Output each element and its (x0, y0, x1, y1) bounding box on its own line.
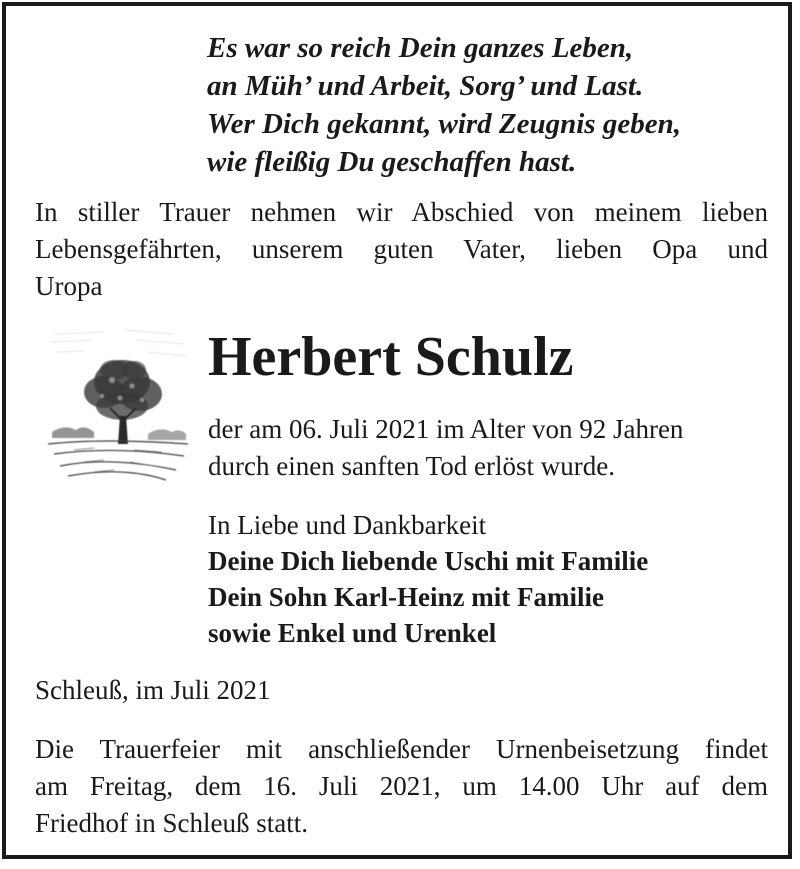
ceremony-line-1: Die Trauerfeier mit anschließender Urnenbeisetzung findet (35, 734, 768, 764)
poem-line-1: Es war so reich Dein ganzes Leben, (207, 32, 634, 64)
deceased-name: Herbert Schulz (208, 326, 574, 388)
mourners-intro: In Liebe und Dankbarkeit (208, 510, 487, 540)
poem-line-4: wie fleißig Du geschaffen hast. (207, 146, 577, 178)
mourner-line-3: sowie Enkel und Urenkel (208, 618, 497, 648)
intro-line-3: Uropa (35, 271, 103, 301)
death-notice-line-2: durch einen sanften Tod erlöst wurde. (208, 451, 615, 481)
poem-line-3: Wer Dich gekannt, wird Zeugnis geben, (207, 108, 681, 140)
intro-line-1: In stiller Trauer nehmen wir Abschied von meinem lieben (35, 197, 768, 227)
place-date: Schleuß, im Juli 2021 (35, 675, 271, 705)
mourner-line-2: Dein Sohn Karl-Heinz mit Familie (208, 582, 604, 612)
ceremony-line-2: am Freitag, dem 16. Juli 2021, um 14.00 Uhr auf dem (35, 771, 768, 801)
ceremony-line-3: Friedhof in Schleuß statt. (35, 808, 308, 838)
poem-line-2: an Müh’ und Arbeit, Sorg’ und Last. (207, 70, 644, 102)
death-notice-line-1: der am 06. Juli 2021 im Alter von 92 Jahren (208, 414, 684, 444)
tree-landscape-icon (44, 320, 192, 490)
intro-line-2: Lebensgefährten, unserem guten Vater, lieben Opa und (35, 234, 768, 264)
mourner-line-1: Deine Dich liebende Uschi mit Familie (208, 546, 649, 576)
